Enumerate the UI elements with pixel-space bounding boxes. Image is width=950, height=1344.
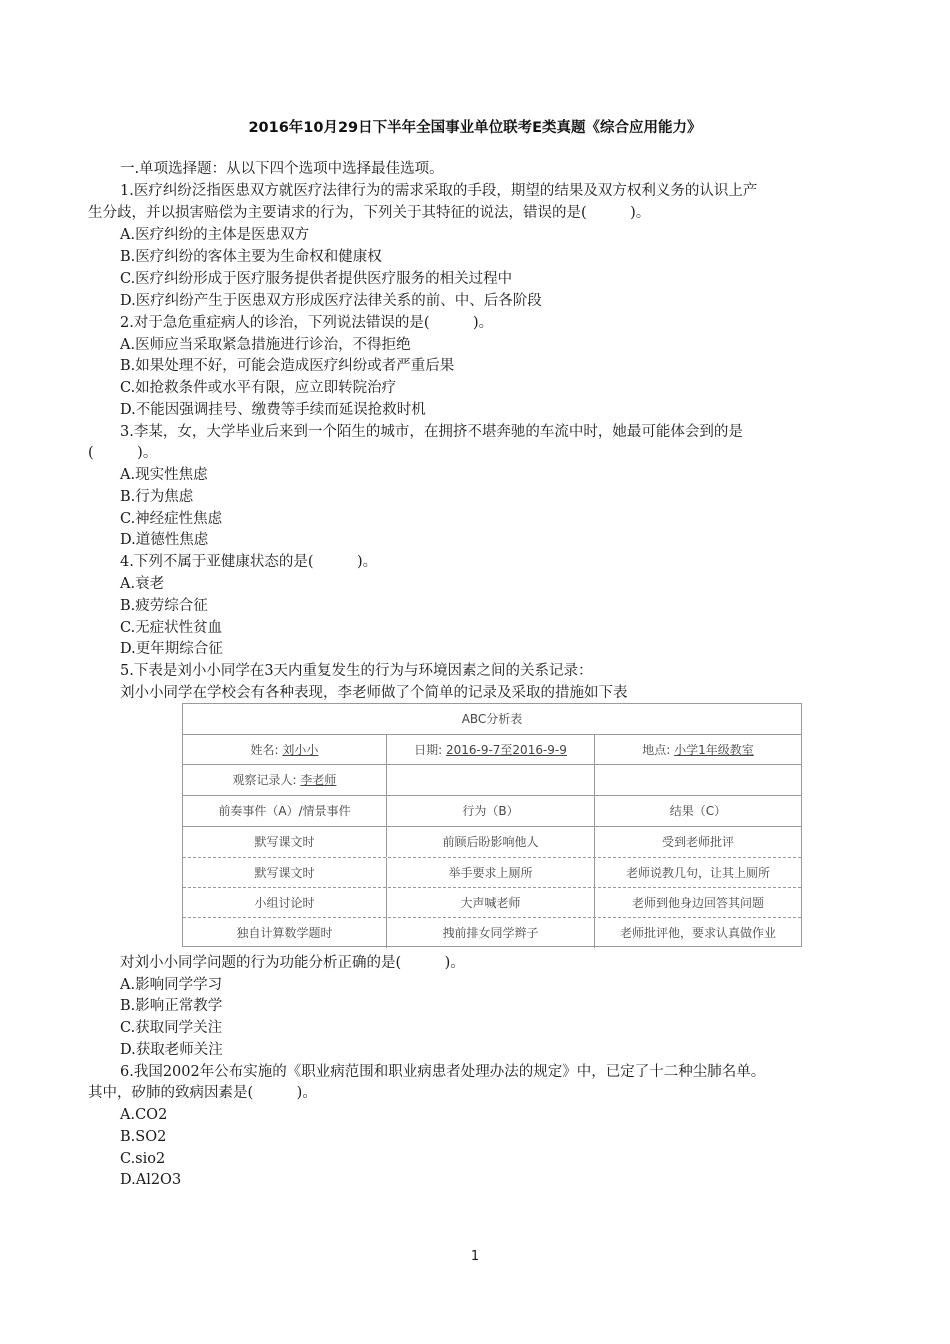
q2-stem: 2.对于急危重症病人的诊治，下列说法错误的是( )。 [120, 315, 494, 331]
q6-option-c: C.sio2 [120, 1151, 166, 1167]
name-value: 刘小小 [282, 743, 319, 757]
table-row [183, 857, 801, 888]
observer-cell [183, 765, 387, 795]
q4-stem: 4.下列不属于亚健康状态的是( )。 [120, 554, 378, 570]
antecedent-cell: 默写课文时 [183, 858, 387, 888]
q5-option-a: A.影响同学学习 [120, 977, 223, 993]
behavior-cell: 举手要求上厕所 [387, 858, 595, 888]
q6-stem-line1: 6.我国2002年公布实施的《职业病范围和职业病患者处理办法的规定》中，已定了十二种尘肺名单。 [120, 1064, 766, 1080]
name-label: 姓名: [250, 743, 279, 757]
behavior-cell: 前顾后盼影响他人 [387, 827, 595, 857]
q1-option-c: C.医疗纠纷形成于医疗服务提供者提供医疗服务的相关过程中 [120, 271, 513, 287]
table-caption: ABC分析表 [461, 712, 523, 726]
table-header-row [183, 795, 801, 826]
q2-option-c: C.如抢救条件或水平有限，应立即转院治疗 [120, 380, 397, 396]
q1-stem-line1: 1.医疗纠纷泛指医患双方就医疗法律行为的需求采取的手段，期望的结果及双方权利义务的认识上产 [120, 183, 758, 199]
empty-cell [595, 765, 801, 795]
consequence-cell: 受到老师批评 [661, 835, 734, 849]
section-heading: 一.单项选择题：从以下四个选项中选择最佳选项。 [120, 161, 444, 177]
observer-label: 观察记录人: [232, 773, 297, 787]
q2-option-d: D.不能因强调挂号、缴费等手续而延误抢救时机 [120, 402, 426, 418]
q6-option-a: A.CO2 [120, 1107, 168, 1123]
behavior-cell: 大声喊老师 [387, 888, 595, 918]
q6-option-b: B.SO2 [120, 1129, 167, 1145]
q5-question: 对刘小小同学问题的行为功能分析正确的是( )。 [120, 955, 465, 971]
q5-option-d: D.获取老师关注 [120, 1042, 223, 1058]
q5-stem: 5.下表是刘小小同学在3天内重复发生的行为与环境因素之间的关系记录： [120, 663, 593, 679]
date-label: 日期: [414, 743, 443, 757]
q3-option-a: A.现实性焦虑 [120, 467, 208, 483]
antecedent-cell: 独自计算数学题时 [183, 918, 387, 948]
table-info-row [183, 734, 801, 765]
date-value: 2016-9-7至2016-9-9 [445, 743, 567, 757]
q5-option-c: C.获取同学关注 [120, 1020, 223, 1036]
behavior-cell: 拽前排女同学辫子 [387, 918, 595, 948]
abc-analysis-table [182, 703, 802, 947]
name-cell [183, 735, 387, 765]
header-behavior: 行为（B） [387, 796, 595, 826]
q1-stem-line2: 生分歧，并以损害赔偿为主要请求的行为，下列关于其特征的说法，错误的是( )。 [88, 205, 651, 221]
q5-option-b: B.影响正常教学 [120, 998, 223, 1014]
table-row [183, 887, 801, 918]
header-antecedent: 前奏事件（A）/情景事件 [183, 796, 387, 826]
document-title: 2016年10月29日下半年全国事业单位联考E类真题《综合应用能力》 [248, 120, 702, 136]
observer-value: 李老师 [300, 773, 337, 787]
empty-cell [387, 765, 595, 795]
q1-option-d: D.医疗纠纷产生于医患双方形成医疗法律关系的前、中、后各阶段 [120, 293, 542, 309]
q1-option-a: A.医疗纠纷的主体是医患双方 [120, 227, 310, 243]
q6-option-d: D.Al2O3 [120, 1172, 182, 1188]
q4-option-c: C.无症状性贫血 [120, 620, 223, 636]
q3-stem-line1: 3.李某，女，大学毕业后来到一个陌生的城市，在拥挤不堪奔驰的车流中时，她最可能体会到的是 [120, 424, 743, 440]
place-value: 小学1年级教室 [674, 743, 754, 757]
q3-option-c: C.神经症性焦虑 [120, 511, 223, 527]
q5-intro: 刘小小同学在学校会有各种表现，李老师做了个简单的记录及采取的措施如下表 [120, 685, 628, 701]
consequence-cell: 老师到他身边回答其问题 [631, 896, 764, 910]
place-label: 地点: [642, 743, 671, 757]
consequence-cell: 老师批评他，要求认真做作业 [619, 926, 776, 940]
q1-option-b: B.医疗纠纷的客体主要为生命权和健康权 [120, 249, 382, 265]
q2-option-a: A.医师应当采取紧急措施进行诊治，不得拒绝 [120, 337, 411, 353]
q4-option-b: B.疲劳综合征 [120, 598, 208, 614]
table-observer-row [183, 764, 801, 795]
date-cell [387, 735, 595, 765]
table-row [183, 917, 801, 948]
q4-option-d: D.更年期综合征 [120, 641, 223, 657]
header-consequence: 结果（C） [669, 804, 727, 818]
q4-option-a: A.衰老 [120, 576, 165, 592]
table-row [183, 826, 801, 857]
q2-option-b: B.如果处理不好，可能会造成医疗纠纷或者严重后果 [120, 358, 455, 374]
q6-stem-line2: 其中，矽肺的致病因素是( )。 [88, 1085, 317, 1101]
page-number: 1 [470, 1249, 480, 1264]
consequence-cell: 老师说教几句，让其上厕所 [625, 866, 770, 880]
place-cell [595, 735, 801, 765]
antecedent-cell: 默写课文时 [183, 827, 387, 857]
q3-option-d: D.道德性焦虑 [120, 532, 209, 548]
q3-option-b: B.行为焦虑 [120, 489, 194, 505]
q3-stem-line2: ( )。 [88, 445, 158, 461]
antecedent-cell: 小组讨论时 [183, 888, 387, 918]
